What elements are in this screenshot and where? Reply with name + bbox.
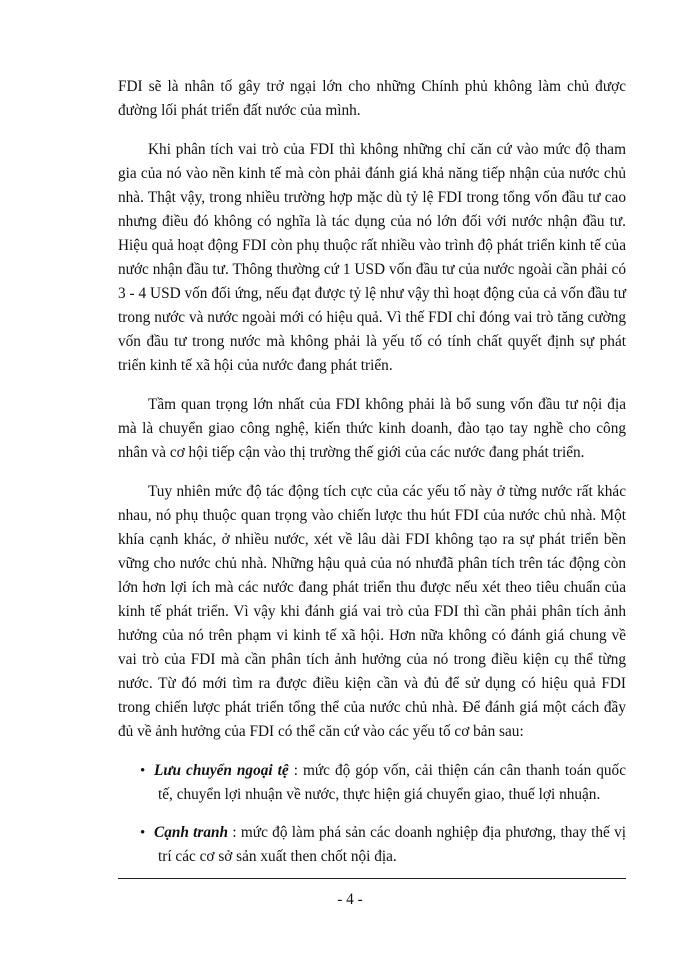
footer-divider [118,878,626,879]
bullet-text: mức độ góp vốn, cải thiện cán cân thanh toán quốc tế, chuyển lợi nhuận về nước, thực hiện giá chuyển giao, thuế lợi nhuận. [158,762,626,803]
bullet-item-competition [118,821,626,869]
bullet-icon: • [140,763,146,779]
paragraph-4: Tuy nhiên mức độ tác động tích cực của các yếu tố này ở từng nước rất khác nhau, nó phụ thuộc quan trọng vào chiến lược thu hút FDI của nước chủ nhà. Một khía cạnh khác, ở nhiều nước, xét về lâu dài FDI không tạo ra sự phát triển bền vững cho nước chủ nhà. Những hậu quả của nó nhưđã phân tích trên tác động còn lớn hơn lợi ích mà các nước đang phát triển thu được nếu xét theo tiêu chuẩn của kinh tế phát triển. Vì vậy khi đánh giá vai trò của FDI thì cần phải phân tích ảnh hưởng của nó trên phạm vi kinh tế xã hội. Hơn nữa không có đánh giá chung về vai trò của FDI mà cần phân tích ảnh hưởng của nó trong điều kiện cụ thể từng nước. Từ đó mới tìm ra được điều kiện cần và đủ để sử dụng có hiệu quả FDI trong chiến lược phát triển tổng thể của nước chủ nhà. Để đánh giá một cách đầy đủ về ảnh hưởng của FDI có thể căn cứ vào các yếu tố cơ bản sau: [118,483,626,740]
bullet-text: mức độ làm phá sản các doanh nghiệp địa phương, thay thế vị trí các cơ sở sản xuất then chốt nội địa. [158,824,627,865]
bullet-term: Cạnh tranh [154,824,229,841]
paragraph-3: Tầm quan trọng lớn nhất của FDI không phải là bổ sung vốn đầu tư nội địa mà là chuyển giao công nghệ, kiến thức kinh doanh, đào tạo tay nghề cho công nhân và cơ hội tiếp cận vào thị trường thế giới của các nước đang phát triển. [118,396,626,461]
paragraph-2: Khi phân tích vai trò của FDI thì không những chỉ căn cứ vào mức độ tham gia của nó vào nền kinh tế mà còn phải đánh giá khả năng tiếp nhận của nước chủ nhà. Thật vậy, trong nhiều trường hợp mặc dù tỷ lệ FDI trong tổng vốn đầu tư cao nhưng điều đó không có nghĩa là tác dụng của nó lớn đối với nước nhận đầu tư. Hiệu quả hoạt động FDI còn phụ thuộc rất nhiều vào trình độ phát triển kinh tế của nước nhận đầu tư. Thông thường cứ 1 USD vốn đầu tư của nước ngoài cần phải có 3 - 4 USD vốn đối ứng, nếu đạt được tỷ lệ như vậy thì hoạt động của cả vốn đầu tư trong nước và nước ngoài mới có hiệu quả. Vì thế FDI chỉ đóng vai trò tăng cường vốn đầu tư trong nước mà không phải là yếu tố có tính chất quyết định sự phát triển kinh tế xã hội của nước đang phát triển. [118,141,626,374]
bullet-separator: : [228,824,241,841]
bullet-icon: • [140,825,146,841]
page-number: - 4 - [337,891,363,908]
bullet-term: Lưu chuyển ngoại tệ [154,762,289,779]
paragraph-1: FDI sẽ là nhân tố gây trở ngại lớn cho những Chính phủ không làm chủ được đường lối phát triển đất nước của mình. [118,78,626,119]
body-text [118,75,626,883]
bullet-separator: : [288,762,303,779]
bullet-item-foreign-exchange [118,759,626,807]
